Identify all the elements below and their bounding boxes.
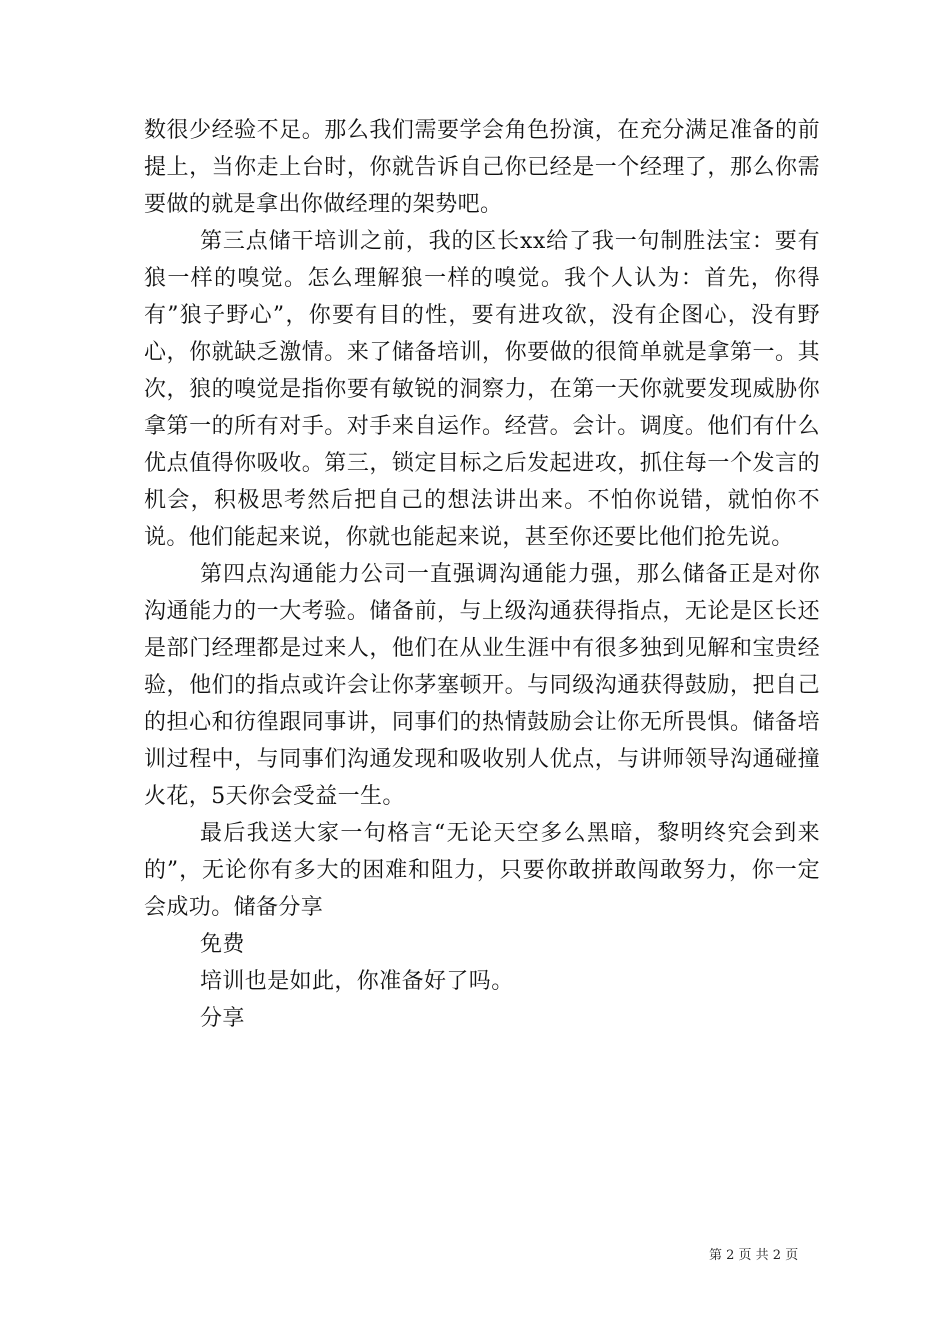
page-number-footer: 第 2 页 共 2 页 <box>709 1248 799 1263</box>
paragraph-5: 免费 <box>200 932 245 957</box>
paragraph-1: 数很少经验不足。那么我们需要学会角色扮演，在充分满足准备的前提上，当你走上台时，你就告诉自己你已经是一个经理了，那么你需要做的就是拿出你做经理的架势吧。 <box>144 118 820 217</box>
document-body <box>144 112 820 1037</box>
paragraph-6: 培训也是如此，你准备好了吗。 <box>200 969 514 994</box>
paragraph-3: 第四点沟通能力公司一直强调沟通能力强，那么储备正是对你沟通能力的一大考验。储备前，与上级沟通获得指点，无论是区长还是部门经理都是过来人，他们在从业生涯中有很多独到见解和宝贵经验，他们的指点或许会让你茅塞顿开。与同级沟通获得鼓励，把自己的担心和彷徨跟同事讲，同事们的热情鼓励会让你无所畏惧。储备培训过程中，与同事们沟通发现和吸收别人优点，与讲师领导沟通碰撞火花，5天你会受益一生。 <box>144 562 820 809</box>
paragraph-7: 分享 <box>200 1006 245 1031</box>
paragraph-2: 第三点储干培训之前，我的区长xx给了我一句制胜法宝：要有狼一样的嗅觉。怎么理解狼一样的嗅觉。我个人认为：首先，你得有”狼子野心”，你要有目的性，要有进攻欲，没有企图心，没有野心，你就缺乏激情。来了储备培训，你要做的很简单就是拿第一。其次，狼的嗅觉是指你要有敏锐的洞察力，在第一天你就要发现威胁你拿第一的所有对手。对手来自运作。经营。会计。调度。他们有什么优点值得你吸收。第三，锁定目标之后发起进攻，抓住每一个发言的机会，积极思考然后把自己的想法讲出来。不怕你说错，就怕你不说。他们能起来说，你就也能起来说，甚至你还要比他们抢先说。 <box>144 229 820 550</box>
paragraph-4: 最后我送大家一句格言“无论天空多么黑暗，黎明终究会到来的”，无论你有多大的困难和阻力，只要你敢拼敢闯敢努力，你一定会成功。储备分享 <box>144 821 820 920</box>
